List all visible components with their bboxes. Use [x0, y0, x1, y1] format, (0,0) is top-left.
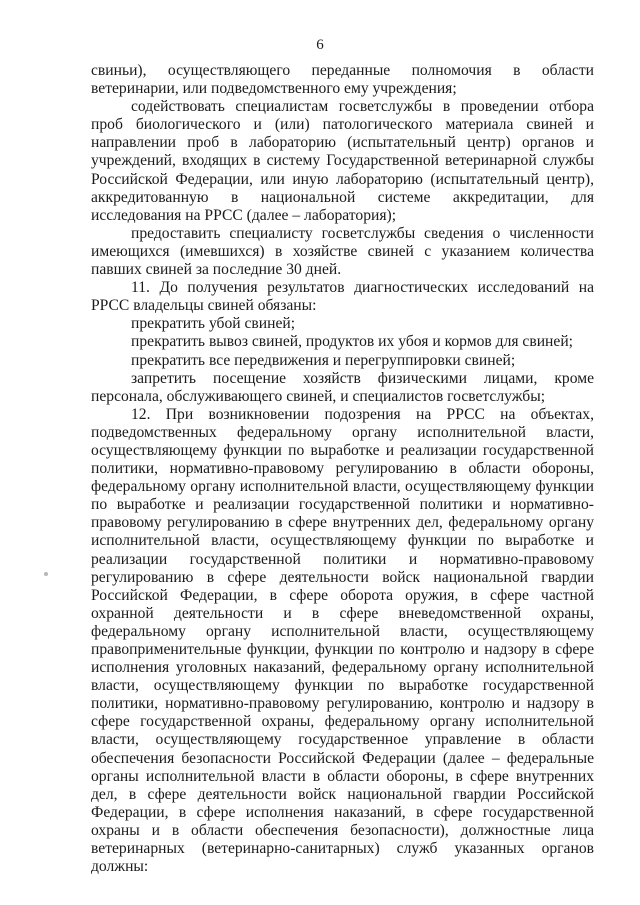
- paragraph-item-11: 11. До получения результатов диагностических исследований на РРСС владельцы свиней обязаны:: [91, 279, 594, 315]
- page-number: 6: [316, 37, 324, 53]
- paragraph-item-12: 12. При возникновении подозрения на РРСС на объектах, подведомственных федеральному органу исполнительной власти, осуществляющему функции по выработке и реализации государственной политики, нормативно-правовому регулированию в области обороны, федеральному органу исполнительной власти, осуществляющему функции по выработке и реализации государственной политики и нормативно-правовому регулированию в сфере внутренних дел, федеральному органу исполнительной власти, осуществляющему функции по выработке и реализации государственной политики и нормативно-правовому регулированию в сфере деятельности войск национальной гвардии Российской Федерации, в сфере оборота оружия, в сфере частной охранной деятельности и в сфере вневедомственной охраны, федеральному органу исполнительной власти, осуществляющему правоприменительные функции, функции по контролю и надзору в сфере исполнения уголовных наказаний, федеральному органу исполнительной власти, осуществляющему функции по выработке государственной политики, нормативно-правовому регулированию, контролю и надзору в сфере государственной охраны, федеральному органу исполнительной власти, осуществляющему государственное управление в области обеспечения безопасности Российской Федерации (далее – федеральные органы исполнительной власти в области обороны, в сфере внутренних дел, в сфере деятельности войск национальной гвардии Российской Федерации, в сфере исполнения наказаний, в сфере государственной охраны и в области обеспечения безопасности), должностные лица ветеринарных (ветеринарно-санитарных) служб указанных органов должны:: [91, 405, 594, 876]
- paragraph-continuation: свиньи), осуществляющего переданные полномочия в области ветеринарии, или подведомственного ему учреждения;: [91, 62, 594, 98]
- scan-speck: [44, 572, 48, 576]
- document-body: [91, 62, 594, 876]
- paragraph-stop-slaughter: прекратить убой свиней;: [131, 315, 296, 333]
- paragraph-restrict-visits: запретить посещение хозяйств физическими лицами, кроме персонала, обслуживающего свиней, и специалистов госветслужбы;: [91, 369, 594, 405]
- paragraph-sample-collection: содействовать специалистам госветслужбы в проведении отбора проб биологического и (или) патологического материала свиней и направлении проб в лабораторию (испытательный центр) органов и учреждений, входящих в систему Государственной ветеринарной службы Российской Федерации, или иную лабораторию (испытательный центр), аккредитованную в национальной системе аккредитации, для исследования на РРСС (далее – лаборатория);: [91, 98, 594, 224]
- paragraph-stop-movement: прекратить все передвижения и перегруппировки свиней;: [131, 351, 516, 369]
- paragraph-stop-export: прекратить вывоз свиней, продуктов их убоя и кормов для свиней;: [131, 333, 573, 351]
- paragraph-pig-count: предоставить специалисту госветслужбы сведения о численности имеющихся (имевшихся) в хозяйстве свиней с указанием количества павших свиней за последние 30 дней.: [91, 224, 594, 279]
